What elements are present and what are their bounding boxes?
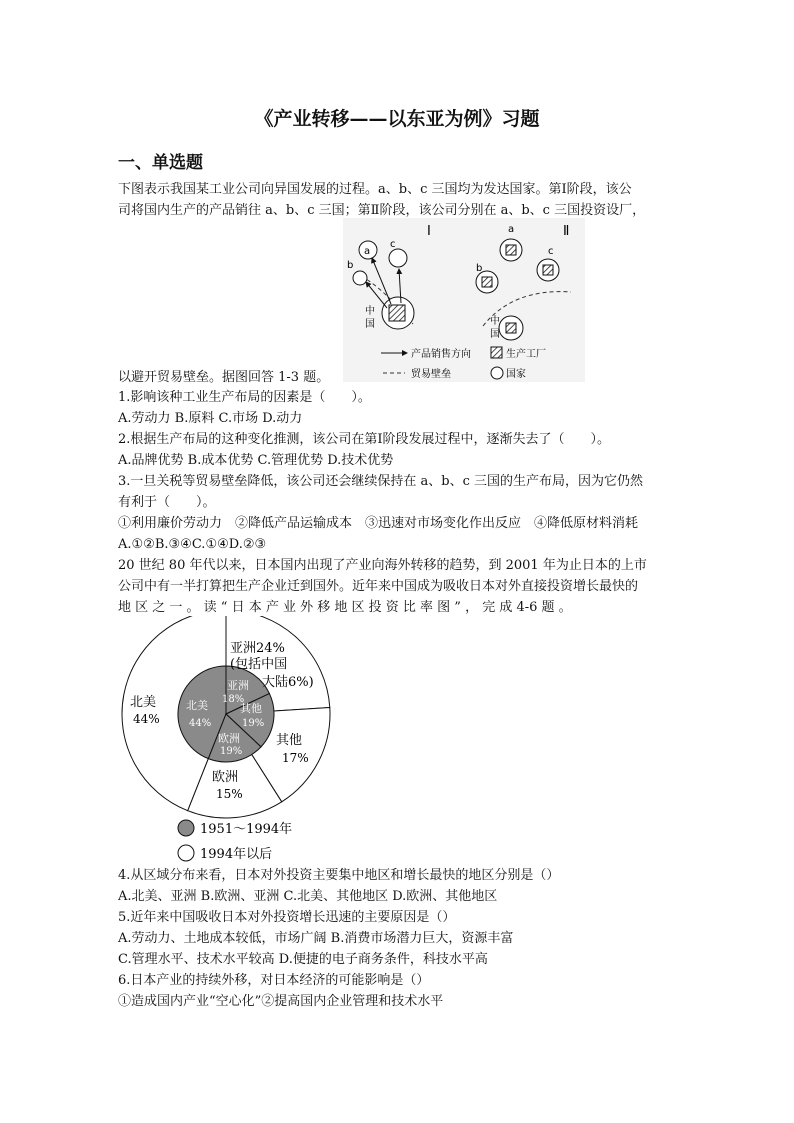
question-line: 2.根据生产布局的这种变化推测，该公司在第Ⅰ阶段发展过程中，逐渐失去了（ ）。 <box>118 432 611 447</box>
question-line: 4.从区域分布来看，日本对外投资主要集中地区和增长最快的地区分别是（） <box>118 868 560 883</box>
legend-swatch-inner <box>178 820 194 836</box>
question-option: ①利用廉价劳动力 ②降低产品运输成本 ③迅速对市场变化作出反应 ④降低原材料消耗 <box>118 516 639 531</box>
question-option: A.劳动力、土地成本较低，市场广阔 B.消费市场潜力巨大，资源丰富 <box>118 931 514 946</box>
pie-label: 亚洲24% <box>230 641 285 656</box>
pie-label: 其他 <box>240 702 262 715</box>
legend-arrow-label: 产品销售方向 <box>411 349 471 360</box>
pie-label: 19% <box>220 746 243 757</box>
country-icon <box>491 367 503 379</box>
passage-line: 地 区 之 一 。 读 “ 日 本 产 业 外 移 地 区 投 资 比 率 图 ” ， 完 成 4-6 题 。 <box>118 600 572 615</box>
pie-label: 欧洲 <box>218 732 240 745</box>
question-option: A.①②B.③④C.①④D.②③ <box>118 537 267 552</box>
pie-label: 44% <box>133 712 160 726</box>
question-line: 1.影响该种工业生产布局的因素是（ ）。 <box>118 390 371 405</box>
question-line: 5.近年来中国吸收日本对外投资增长迅速的主要原因是（） <box>118 910 456 925</box>
pie-label: 北美 <box>186 699 208 712</box>
legend-swatch-outer <box>178 845 194 861</box>
pie-label: 欧洲 <box>212 770 239 785</box>
question-line: 6.日本产业的持续外移，对日本经济的可能影响是（） <box>118 973 430 988</box>
pie-label: 北美 <box>130 695 157 710</box>
pie-label: 17% <box>282 751 309 765</box>
page-title: 《产业转移——以东亚为例》习题 <box>254 108 540 130</box>
intro-line: 司将国内生产的产品销往 a、b、c 三国；第Ⅱ阶段，该公司分别在 a、b、c 三国投资设厂， <box>118 203 646 218</box>
question-option: A.北美、亚洲 B.欧洲、亚洲 C.北美、其他地区 D.欧洲、其他地区 <box>118 889 498 904</box>
legend-country-label: 国家 <box>506 369 526 380</box>
legend-factory-label: 生产工厂 <box>506 349 546 360</box>
intro-line: 以避开贸易壁垒。据图回答 1-3 题。 <box>118 370 330 385</box>
china-label: 国 <box>365 319 375 330</box>
china-label: 中 <box>490 316 500 327</box>
pie-legend-label: 1951～1994年 <box>200 822 293 837</box>
question-option: A.品牌优势 B.成本优势 C.管理优势 D.技术优势 <box>118 453 394 468</box>
china-label: 中 <box>365 306 375 317</box>
china-label: 国 <box>490 329 500 340</box>
passage-line: 20 世纪 80 年代以来，日本国内出现了产业向海外转移的趋势，到 2001 年为止日本的上市 <box>118 558 647 573</box>
question-line: 有利于（ ）。 <box>118 495 216 510</box>
factory-icon <box>491 347 502 358</box>
stage-2-label: Ⅱ <box>563 224 570 239</box>
pie-label: 44% <box>189 718 212 729</box>
intro-line: 下图表示我国某工业公司向异国发展的过程。a、b、c 三国均为发达国家。第Ⅰ阶段，该公 <box>118 182 632 197</box>
pie-label: 其他 <box>276 733 303 748</box>
pie-label: 亚洲 <box>227 679 249 692</box>
country-c-label: c <box>390 239 396 250</box>
pie-label: 15% <box>216 787 243 801</box>
country-a-label: a <box>508 224 515 235</box>
question-option: ①造成国内产业“空心化”②提高国内企业管理和技术水平 <box>118 994 444 1009</box>
factory-icon <box>389 305 405 321</box>
pie-label: 大陆6%) <box>262 675 314 690</box>
investment-pie-chart <box>116 616 338 866</box>
question-option: A.劳动力 B.原料 C.市场 D.动力 <box>118 411 303 426</box>
pie-label: 19% <box>242 718 265 729</box>
passage-line: 公司中有一半打算把生产企业迁到国外。近年来中国成为吸收日本对外直接投资增长最快的 <box>118 579 639 594</box>
pie-label: (包括中国 <box>230 657 288 672</box>
question-line: 3.一旦关税等贸易壁垒降低，该公司还会继续保持在 a、b、c 三国的生产布局，因为它仍然 <box>118 474 644 489</box>
stage-1-label: Ⅰ <box>427 224 431 239</box>
country-c-label: c <box>548 246 554 257</box>
pie-label: 18% <box>222 694 245 705</box>
industry-transfer-diagram <box>343 218 585 382</box>
pie-legend-label: 1994年以后 <box>200 847 273 862</box>
section-heading: 一、单选题 <box>118 153 203 173</box>
legend-barrier-label: 贸易壁垒 <box>411 369 451 380</box>
country-a-label: a <box>364 246 371 257</box>
country-b-label: b <box>476 263 483 274</box>
country-b-label: b <box>347 260 354 271</box>
question-option: C.管理水平、技术水平较高 D.便捷的电子商务条件，科技水平高 <box>118 952 488 967</box>
